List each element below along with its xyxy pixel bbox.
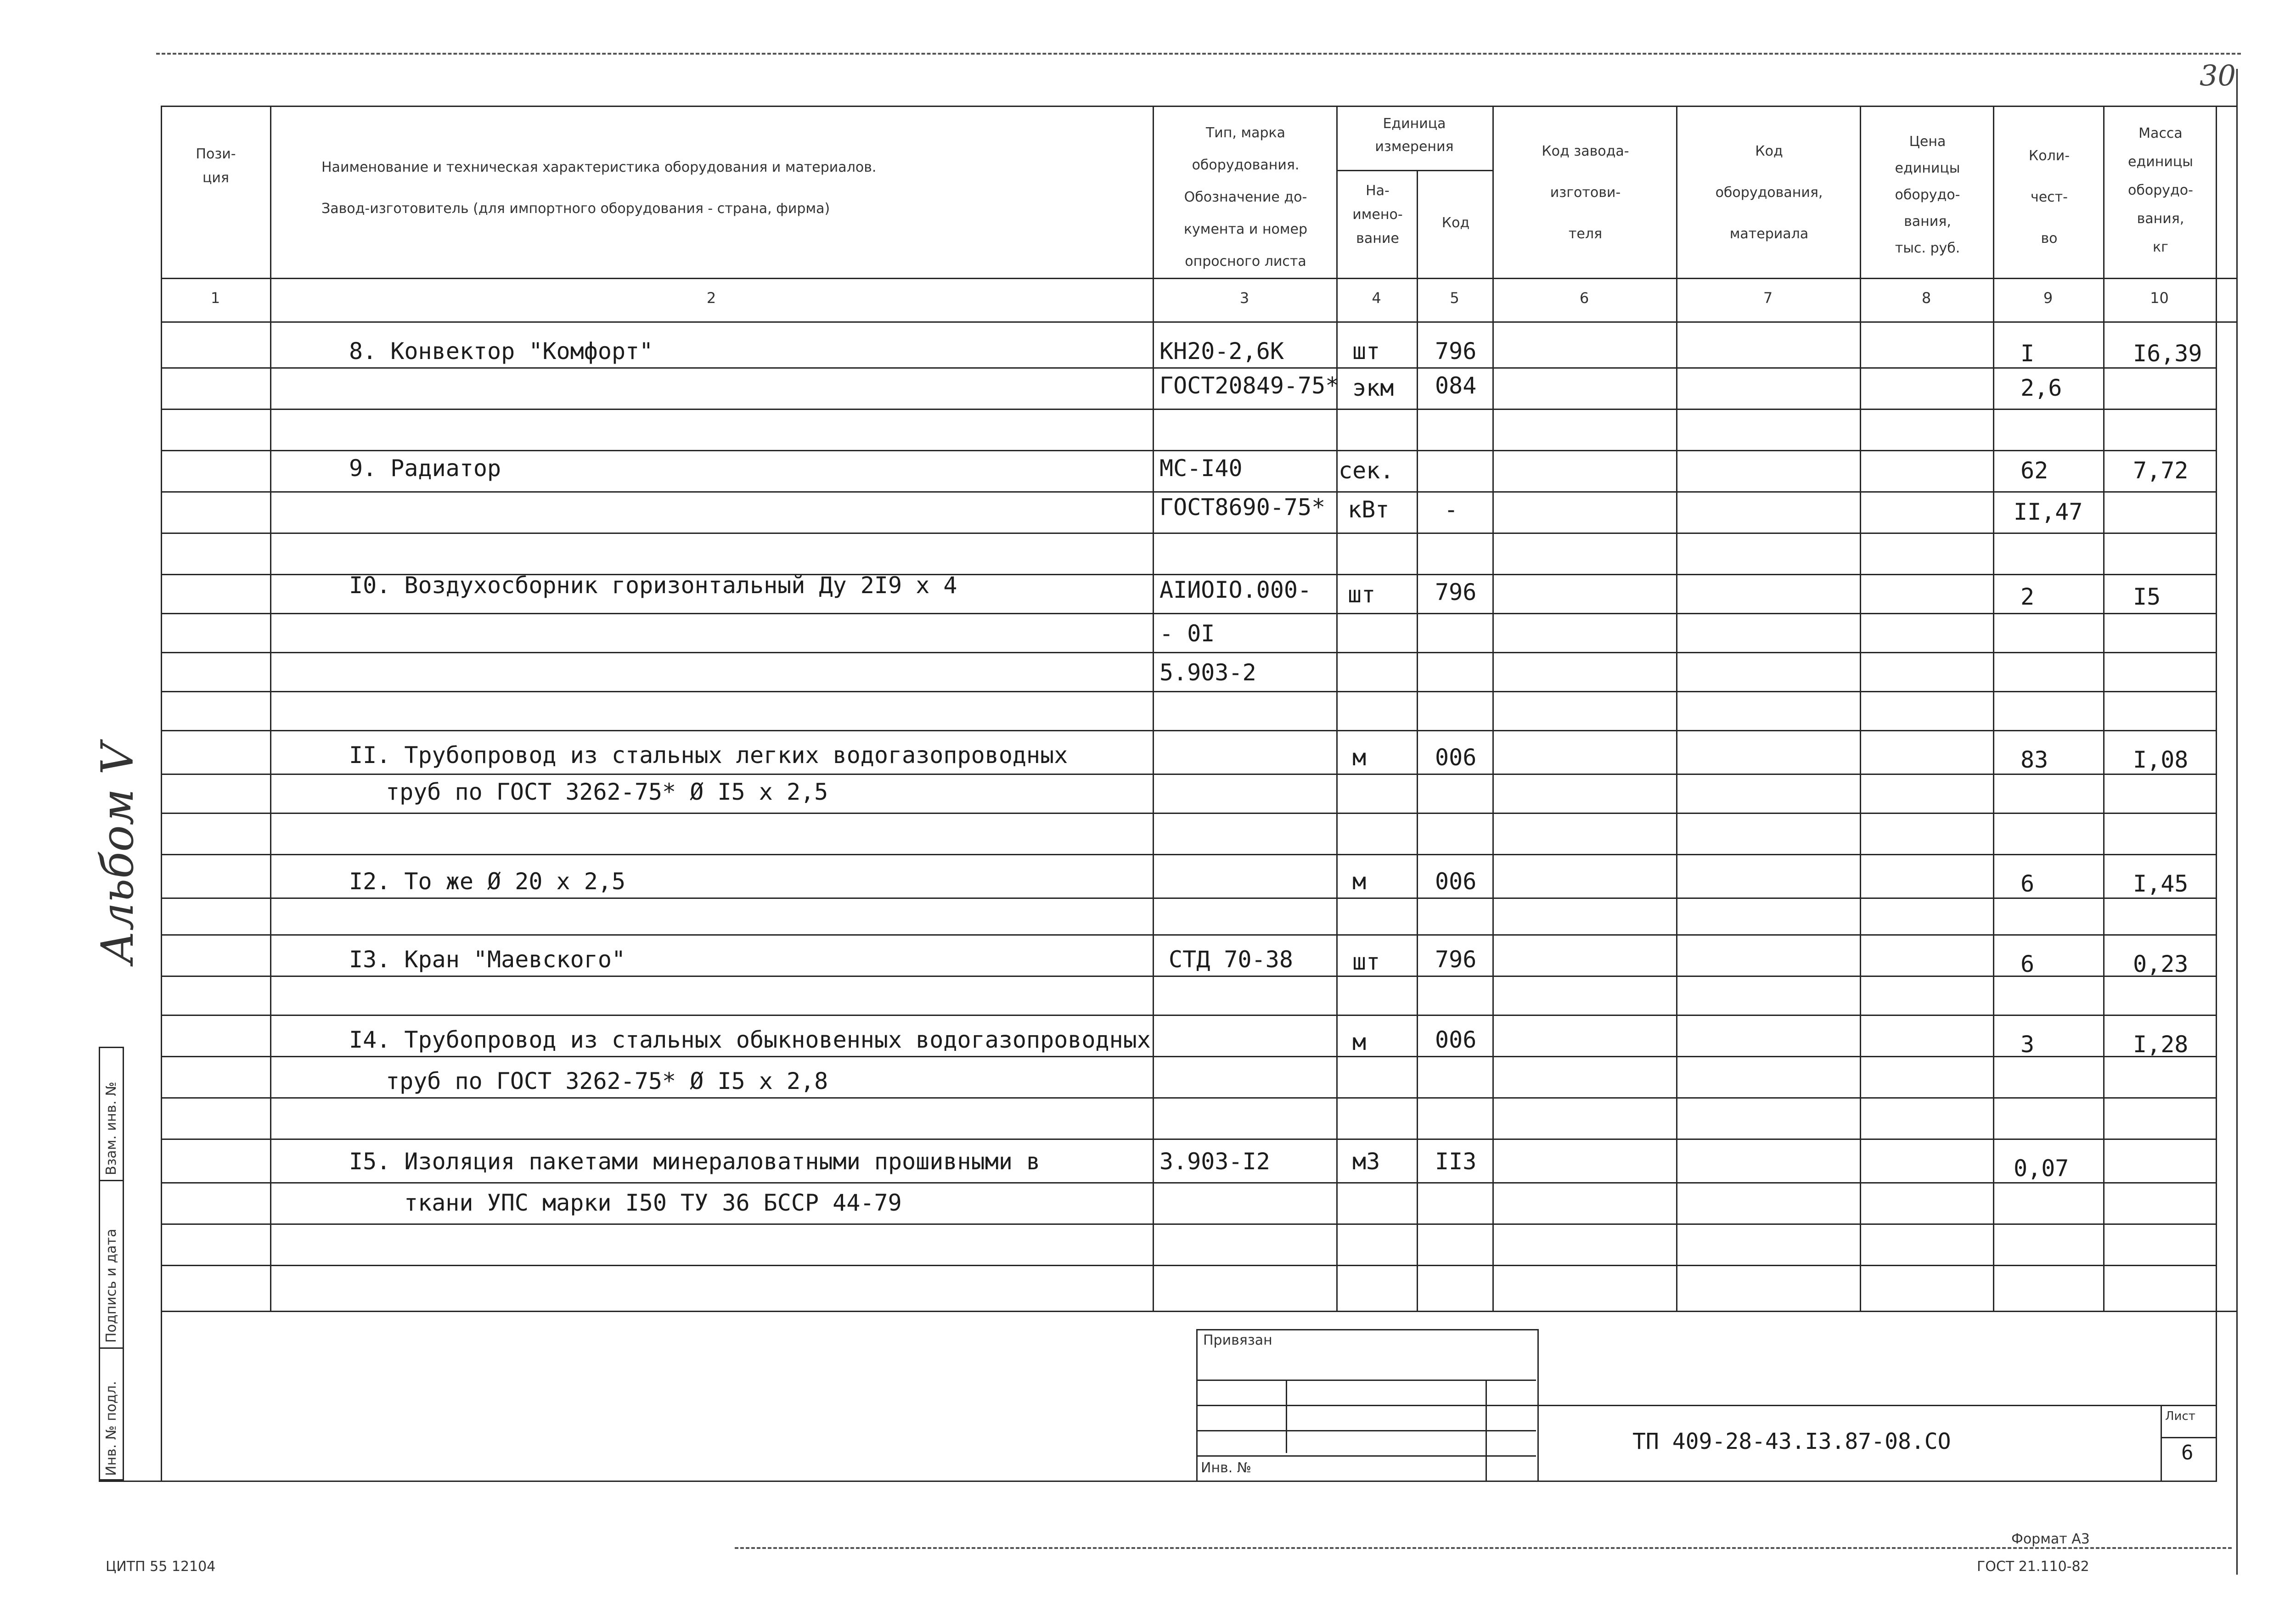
- stamp-privyazan: Привязан: [1203, 1332, 1272, 1348]
- cell-mass: I,28: [2133, 1031, 2189, 1058]
- cell-name: ткани УПС марки I50 ТУ 36 БССР 44-79: [404, 1189, 902, 1216]
- cell-qty: 2: [2020, 583, 2035, 610]
- header-col8-line1: Цена: [1909, 134, 1946, 150]
- header-col7-line2: оборудования,: [1715, 185, 1823, 201]
- header-col3-line5: опросного листа: [1185, 253, 1306, 269]
- header-col8-line5: тыс. руб.: [1895, 240, 1960, 256]
- header-col6-line3: теля: [1568, 226, 1603, 242]
- cell-mass: 7,72: [2133, 457, 2189, 484]
- header-col8-line2: единицы: [1895, 160, 1960, 176]
- col-number-9: 9: [2043, 289, 2053, 307]
- header-col2-line1: Наименование и техническая характеристика оборудования и материалов.: [321, 159, 877, 175]
- header-col8-line4: вания,: [1904, 213, 1951, 230]
- cell-qty: 3: [2020, 1031, 2035, 1058]
- col-number-7: 7: [1763, 289, 1773, 307]
- cell-mass: I,08: [2133, 746, 2189, 773]
- header-col3-line1: Тип, марка: [1205, 125, 1286, 141]
- cell-qty: II,47: [2014, 499, 2083, 525]
- col-number-5: 5: [1450, 289, 1459, 307]
- album-label: Альбом V: [92, 743, 143, 964]
- header-unit-line2: измерения: [1375, 139, 1454, 155]
- cell-unit: м: [1352, 868, 1367, 895]
- cell-code: II3: [1435, 1148, 1477, 1175]
- header-col3-line2: оборудования.: [1192, 157, 1300, 173]
- cell-unit: экм: [1352, 375, 1394, 401]
- header-col9-line2: чест-: [2031, 189, 2068, 205]
- sheet-number: 6: [2181, 1441, 2194, 1464]
- cell-qty: I: [2020, 340, 2035, 367]
- top-dashed-line: [156, 53, 2241, 55]
- cell-qty: 6: [2020, 951, 2035, 977]
- sheet-label: Лист: [2165, 1409, 2195, 1423]
- header-col2-line2: Завод-изготовитель (для импортного оборудования - страна, фирма): [321, 201, 830, 217]
- header-col7-line1: Код: [1755, 143, 1783, 159]
- cell-code: 006: [1435, 868, 1477, 895]
- stamp-inv-no: Инв. №: [1201, 1460, 1252, 1476]
- stamp-cell-inv: Инв. № подл.: [103, 1381, 119, 1476]
- header-col10-line4: вания,: [2137, 211, 2184, 227]
- cell-code: 084: [1435, 372, 1477, 399]
- header-col7-line3: материала: [1729, 226, 1809, 242]
- cell-name: труб по ГОСТ 3262-75* Ø I5 х 2,8: [386, 1068, 828, 1094]
- header-col10-line3: оборудо-: [2128, 182, 2193, 198]
- cell-name: I0. Воздухосборник горизонтальный Ду 2I9 х 4: [349, 572, 957, 599]
- cell-type: МС-I40: [1159, 455, 1243, 482]
- header-col4-line3: вание: [1356, 230, 1399, 247]
- header-col9-line1: Коли-: [2028, 148, 2070, 164]
- stamp-cell-podpis: Подпись и дата: [103, 1229, 119, 1343]
- col-number-10: 10: [2150, 289, 2169, 307]
- footer-gost: ГОСТ 21.110-82: [1977, 1559, 2089, 1575]
- cell-name: I2. То же Ø 20 х 2,5: [349, 868, 626, 895]
- cell-unit: м3: [1352, 1148, 1380, 1175]
- cell-type: 5.903-2: [1159, 659, 1256, 686]
- document-code: ТП 409-28-43.I3.87-08.СО: [1632, 1429, 1951, 1454]
- bottom-dashed-line: [735, 1547, 2232, 1549]
- cell-unit: шт: [1352, 948, 1380, 975]
- header-col1-line2: ция: [203, 170, 229, 186]
- cell-name: II. Трубопровод из стальных легких водогазопроводных: [349, 742, 1068, 769]
- cell-unit: кВт: [1348, 496, 1390, 523]
- cell-name: I5. Изоляция пакетами минераловатными прошивными в: [349, 1148, 1041, 1175]
- cell-name: I3. Кран "Маевского": [349, 946, 626, 973]
- col-number-6: 6: [1579, 289, 1589, 307]
- cell-qty: 0,07: [2014, 1155, 2069, 1182]
- cell-mass: I5: [2133, 583, 2161, 610]
- cell-name: труб по ГОСТ 3262-75* Ø I5 х 2,5: [386, 779, 828, 805]
- cell-type: - 0I: [1159, 620, 1215, 647]
- header-col5: Код: [1441, 215, 1470, 231]
- page-number: 30: [2200, 59, 2236, 92]
- cell-unit: м: [1352, 744, 1367, 771]
- header-col6-line1: Код завода-: [1542, 143, 1629, 159]
- header-unit-line1: Единица: [1383, 116, 1446, 132]
- cell-name: 9. Радиатор: [349, 455, 501, 482]
- header-col3-line4: кумента и номер: [1183, 221, 1308, 237]
- col-number-2: 2: [706, 289, 716, 307]
- footer-left: ЦИТП 55 12104: [106, 1559, 216, 1575]
- cell-unit: м: [1352, 1029, 1367, 1055]
- cell-code: 796: [1435, 338, 1477, 365]
- cell-qty: 6: [2020, 870, 2035, 897]
- cell-unit: шт: [1352, 338, 1380, 365]
- footer-format: Формат А3: [2011, 1531, 2090, 1547]
- cell-type: СТД 70-38: [1169, 946, 1293, 973]
- cell-code: 006: [1435, 1027, 1477, 1053]
- cell-qty: 83: [2020, 746, 2048, 773]
- cell-mass: I6,39: [2133, 340, 2202, 367]
- cell-name: 8. Конвектор "Комфорт": [349, 338, 653, 365]
- col-number-4: 4: [1372, 289, 1381, 307]
- cell-mass: 0,23: [2133, 951, 2189, 977]
- col-number-3: 3: [1239, 289, 1249, 307]
- cell-name: I4. Трубопровод из стальных обыкновенных водогазопроводных: [349, 1027, 1151, 1053]
- cell-type: 3.903-I2: [1159, 1148, 1270, 1175]
- cell-code: 796: [1435, 946, 1477, 973]
- col-number-1: 1: [210, 289, 220, 307]
- cell-code: 796: [1435, 579, 1477, 606]
- header-col4-line2: имено-: [1352, 207, 1403, 223]
- cell-unit: шт: [1348, 581, 1376, 608]
- cell-unit: сек.: [1339, 457, 1394, 484]
- cell-type: АIИОIО.000-: [1159, 577, 1312, 603]
- header-col9-line3: во: [2041, 230, 2058, 247]
- col-number-8: 8: [1921, 289, 1931, 307]
- header-col4-line1: На-: [1366, 183, 1390, 199]
- cell-qty: 2,6: [2020, 375, 2062, 401]
- stamp-cell-vzam: Взам. инв. №: [103, 1082, 119, 1175]
- header-col3-line3: Обозначение до-: [1184, 189, 1307, 205]
- cell-code: 006: [1435, 744, 1477, 771]
- header-col1-line1: Пози-: [196, 146, 236, 162]
- cell-qty: 62: [2020, 457, 2048, 484]
- header-col10-line2: единицы: [2128, 154, 2193, 170]
- cell-code: -: [1444, 496, 1458, 523]
- header-col10-line5: кг: [2153, 239, 2168, 255]
- cell-type: ГОСТ20849-75*: [1159, 372, 1339, 399]
- cell-type: ГОСТ8690-75*: [1159, 494, 1326, 521]
- cell-mass: I,45: [2133, 870, 2189, 897]
- header-col8-line3: оборудо-: [1895, 187, 1960, 203]
- header-col6-line2: изготови-: [1550, 185, 1621, 201]
- header-col10-line1: Масса: [2138, 125, 2183, 141]
- cell-type: КН20-2,6К: [1159, 338, 1284, 365]
